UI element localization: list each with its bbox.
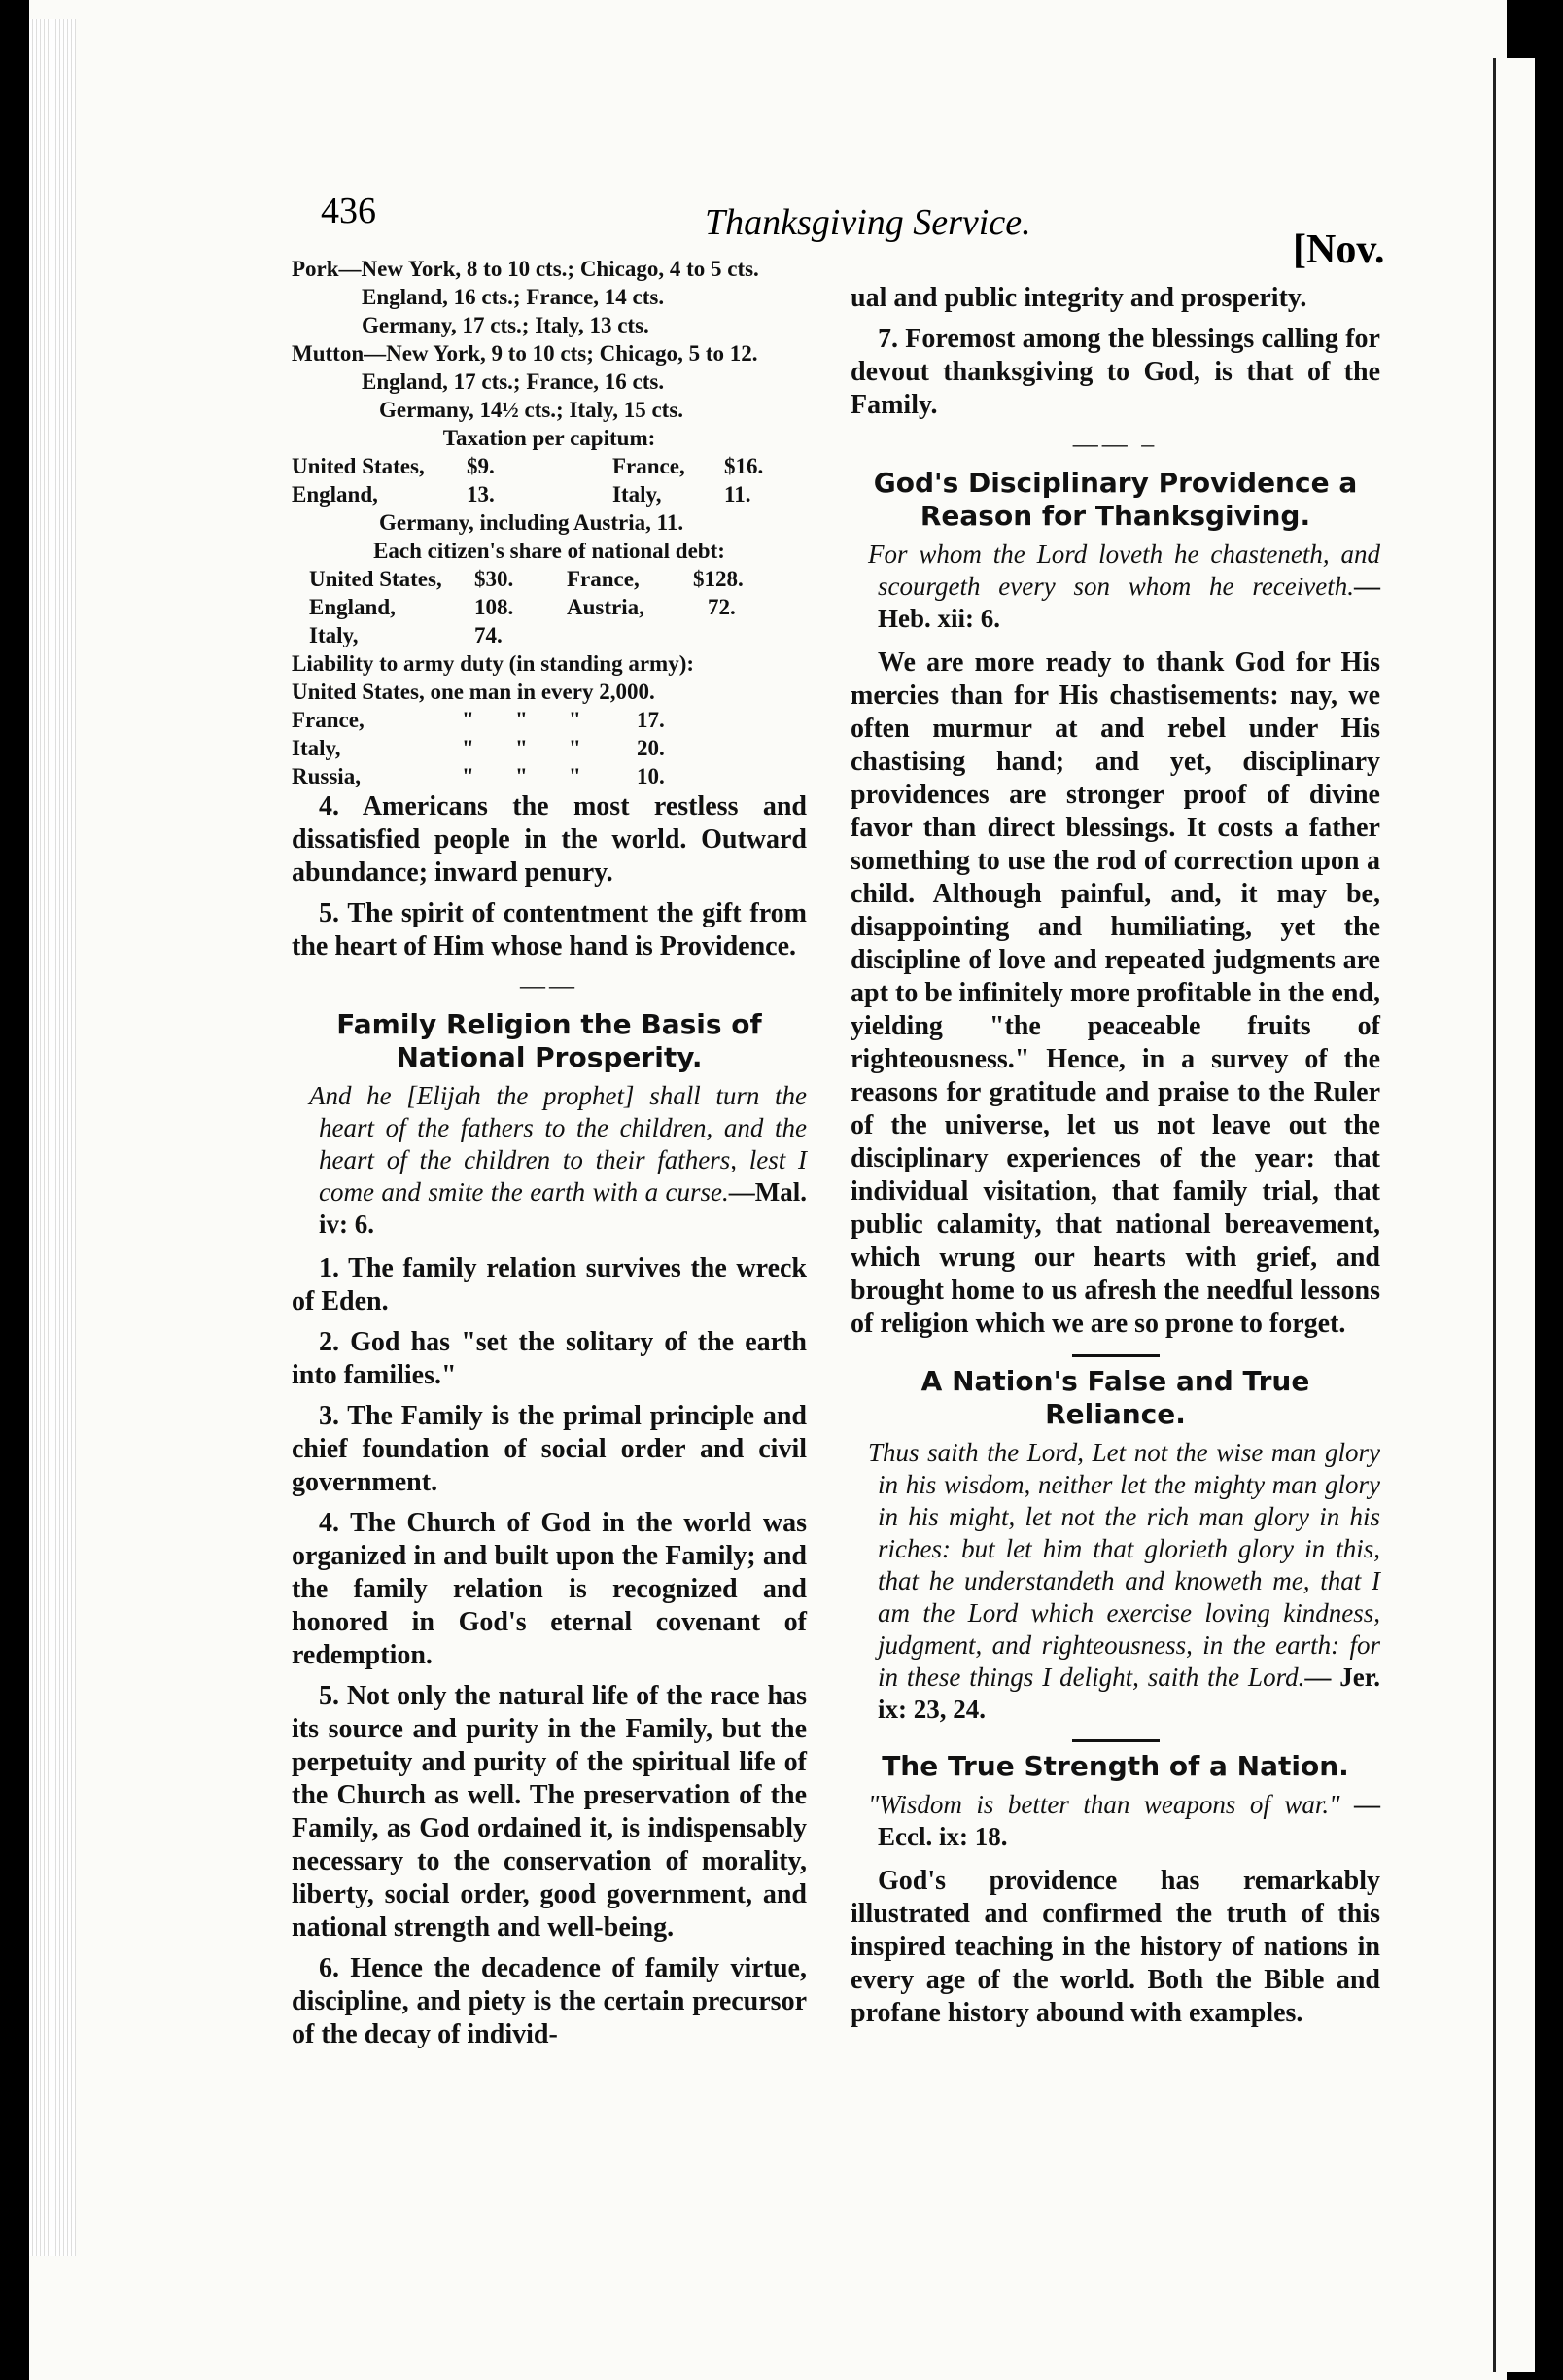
stat-line: England, 17 cts.; France, 16 cts. — [362, 369, 665, 394]
paragraph: 2. God has "set the solitary of the earth into families." — [292, 1327, 807, 1390]
section-heading: Family Religion the Basis of National Prosperity. — [336, 1008, 762, 1073]
stat-cell: 17. — [637, 708, 665, 732]
section-heading: God's Disciplinary Providence a Reason for Thanksgiving. — [873, 467, 1358, 532]
section-divider: —— — [520, 971, 578, 999]
stat-line: England, 16 cts.; France, 14 cts. — [362, 285, 665, 309]
stat-line: Pork—New York, 8 to 10 cts.; Chicago, 4 to 5 cts. — [292, 257, 759, 281]
right-column — [851, 282, 1380, 2038]
section-rule — [1072, 1739, 1160, 1742]
stat-row — [292, 621, 807, 649]
paragraph: 7. Foremost among the blessings calling for devout thanksgiving to God, is that of the Family. — [851, 324, 1380, 420]
paragraph: 6. Hence the decadence of family virtue, discipline, and piety is the certain precursor of the decay of individ- — [292, 1953, 807, 2049]
scripture-reference: —Mal. iv: 6. — [319, 1177, 807, 1239]
scripture-reference: — Jer. ix: 23, 24. — [878, 1662, 1380, 1724]
stat-cell: Italy, — [292, 736, 341, 760]
epigraph — [851, 1437, 1380, 1726]
paragraph: 3. The Family is the primal principle and chief foundation of social order and civil government. — [292, 1401, 807, 1497]
paragraph: 5. The spirit of contentment the gift from the heart of Him whose hand is Providence. — [292, 898, 807, 962]
epigraph-text: And he [Elijah the prophet] shall turn the heart of the fathers to the children, and the heart of the children to their fathers, lest I come and smite the earth with a curse. — [309, 1081, 807, 1207]
stat-cell: " — [515, 764, 528, 788]
stat-cell: United States, — [292, 454, 425, 478]
scripture-reference: — Heb. xii: 6. — [878, 572, 1380, 633]
stat-cell: " — [569, 708, 581, 732]
stat-cell: France, — [567, 567, 640, 591]
statistics-block — [292, 255, 807, 790]
paragraph: ual and public integrity and prosperity. — [851, 283, 1307, 313]
stat-row — [292, 480, 807, 508]
epigraph — [292, 1080, 807, 1241]
page-number: 436 — [321, 191, 376, 231]
section-heading: A Nation's False and True Reliance. — [920, 1365, 1310, 1430]
stat-cell: " — [569, 764, 581, 788]
stat-cell: 20. — [637, 736, 665, 760]
stat-cell: $9. — [467, 454, 495, 478]
stat-heading: Liability to army duty (in standing army): — [292, 651, 695, 676]
stat-cell: Italy, — [612, 482, 662, 507]
stat-row — [292, 734, 807, 762]
stat-cell: 74. — [474, 623, 503, 648]
stat-cell: " — [462, 764, 474, 788]
paragraph: 1. The family relation survives the wreck of Eden. — [292, 1253, 807, 1316]
epigraph — [851, 1789, 1380, 1853]
scripture-reference: —Eccl. ix: 18. — [878, 1790, 1381, 1851]
epigraph-text: For whom the Lord loveth he chasteneth, and scourgeth every son whom he receiveth. — [868, 540, 1380, 601]
stat-cell: " — [515, 708, 528, 732]
paragraph: 4. Americans the most restless and dissatisfied people in the world. Outward abundance; inward penury. — [292, 791, 807, 888]
paragraph: We are more ready to thank God for His mercies than for His chastisements: nay, we often murmur at and rebel under His chastising hand; and yet, disciplinary providences are stronger proof of divine favor than direct blessings. It costs a father something to use the rod of correction upon a child. Although painful, and, it may be, disappointing and humiliating, yet the discipline of love and repeated judgments are apt to be infinitely more profitable in the end, yielding "the peaceable fruits of righteousness." Hence, in a survey of the reasons for gratitude and praise to the Ruler of the universe, let us not leave out the disciplinary experiences of the year: that individual visitation, that family trial, that public calamity, that national bereavement, which wrung our hearts with grief, and brought home to us afresh the needful lessons of religion which we are so prone to forget. — [851, 648, 1380, 1339]
stat-cell: Austria, — [567, 595, 644, 619]
stat-cell: $16. — [724, 454, 764, 478]
stat-cell: Russia, — [292, 764, 361, 788]
epigraph-text: "Wisdom is better than weapons of war." — [868, 1790, 1340, 1819]
month-marker: [Nov. — [1293, 228, 1385, 272]
stat-cell: " — [569, 736, 581, 760]
stat-line: Mutton—New York, 9 to 10 cts; Chicago, 5 to 12. — [292, 341, 758, 366]
stat-line: Germany, 17 cts.; Italy, 13 cts. — [362, 313, 649, 337]
epigraph — [851, 539, 1380, 635]
stat-cell: England, — [309, 595, 396, 619]
stat-cell: $128. — [693, 567, 744, 591]
stat-row — [292, 706, 807, 734]
stat-cell: " — [515, 736, 528, 760]
page-edge-stack — [29, 19, 76, 2256]
stat-heading: Taxation per capitum: — [442, 426, 656, 450]
stat-cell: France, — [612, 454, 685, 478]
paragraph: God's providence has remarkably illustrated and confirmed the truth of this inspired teaching in the history of nations in every age of the world. Both the Bible and profane history abound with examples. — [851, 1866, 1380, 2028]
stat-row — [292, 762, 807, 790]
stat-line: Germany, including Austria, 11. — [379, 510, 684, 535]
stat-cell: Italy, — [309, 623, 359, 648]
epigraph-text: Thus saith the Lord, Let not the wise man glory in his wisdom, neither let the mighty man glory in his might, let not the rich man glory in his riches: but let him that glorieth glory in this, that he understandeth and knoweth me, that I am the Lord which exercise loving kindness, judgment, and righteousness, in the earth: for in these things I delight, saith the Lord. — [868, 1438, 1380, 1692]
left-column — [292, 255, 807, 2059]
paragraph: 4. The Church of God in the world was organized in and built upon the Family; and the family relation is recognized and honored in God's eternal covenant of redemption. — [292, 1508, 807, 1670]
stat-cell: France, — [292, 708, 365, 732]
stat-cell: United States, — [309, 567, 442, 591]
section-heading: The True Strength of a Nation. — [882, 1750, 1349, 1782]
stat-cell: 108. — [474, 595, 514, 619]
section-divider: —— – — [1072, 430, 1159, 458]
stat-cell: " — [462, 708, 474, 732]
stat-cell: 13. — [467, 482, 495, 507]
facing-page-edge — [1493, 58, 1535, 2372]
section-rule — [1072, 1354, 1160, 1357]
stat-cell: 10. — [637, 764, 665, 788]
stat-line: United States, one man in every 2,000. — [292, 680, 655, 704]
stat-cell: 72. — [708, 595, 736, 619]
stat-cell: England, — [292, 482, 378, 507]
stat-heading: Each citizen's share of national debt: — [373, 539, 725, 563]
paragraph: 5. Not only the natural life of the race has its source and purity in the Family, but the perpetuity and purity of the spiritual life of the Church as well. The preservation of the Family, as God ordained it, is indispensably necessary to the conservation of morality, liberty, social order, good government, and national strength and well-being. — [292, 1681, 807, 1942]
stat-cell: " — [462, 736, 474, 760]
stat-cell: 11. — [724, 482, 751, 507]
stat-row — [292, 452, 807, 480]
running-title: Thanksgiving Service. — [705, 202, 1031, 243]
stat-cell: $30. — [474, 567, 514, 591]
stat-line: Germany, 14½ cts.; Italy, 15 cts. — [379, 398, 684, 422]
stat-row — [292, 565, 807, 593]
stat-row — [292, 593, 807, 621]
